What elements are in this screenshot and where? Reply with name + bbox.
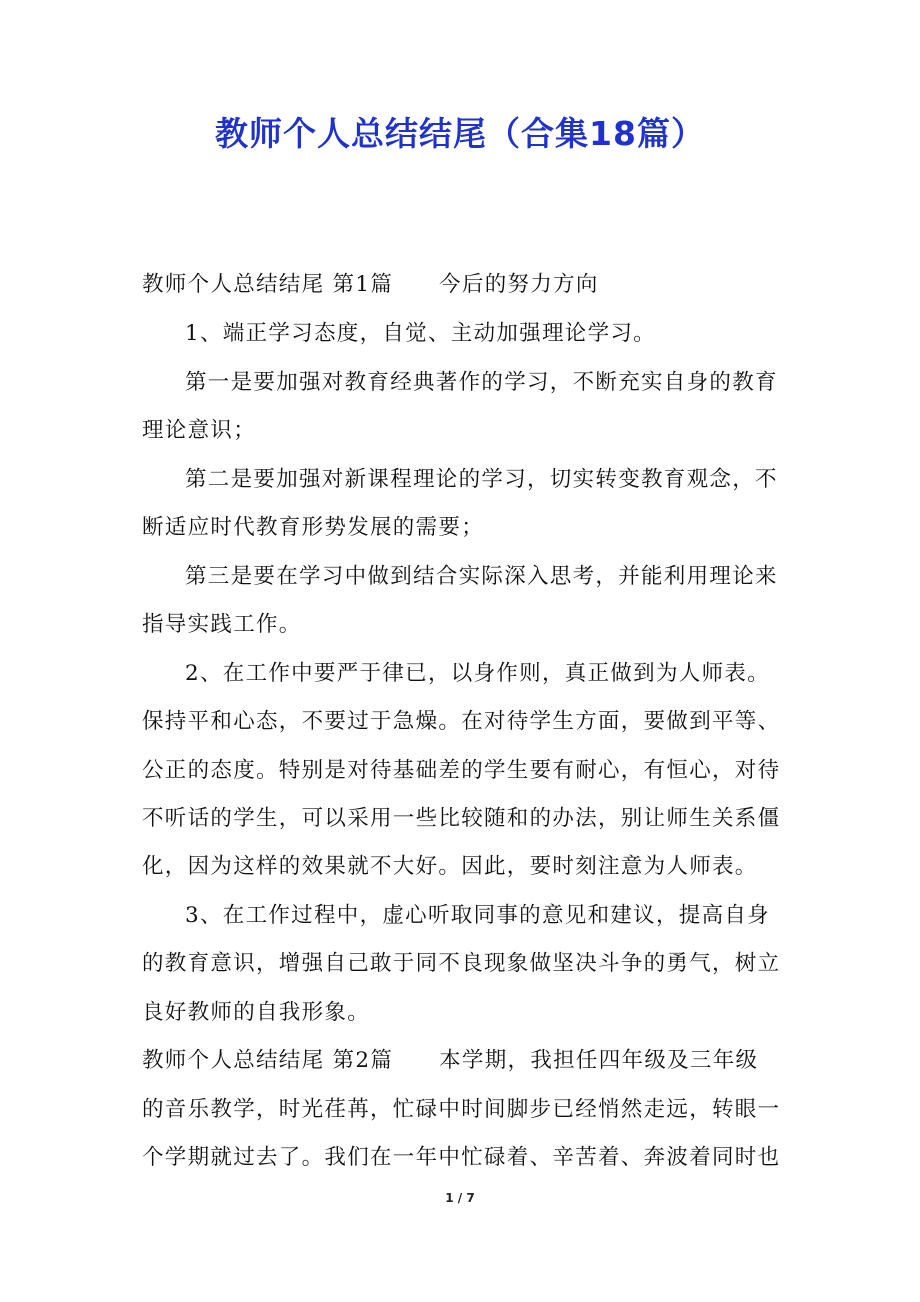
paragraph-line: 第三是要在学习中做到结合实际深入思考，并能利用理论来 [185, 564, 778, 589]
section-heading-label: 教师个人总结结尾 第1篇 [142, 272, 394, 297]
paragraph-line: 的教育意识，增强自己敢于同不良现象做坚决斗争的勇气，树立 [142, 951, 781, 976]
paragraph-line: 不听话的学生，可以采用一些比较随和的办法，别让师生关系僵 [142, 806, 781, 831]
paragraph-line: 断适应时代教育形势发展的需要； [142, 515, 485, 540]
paragraph-line: 的音乐教学，时光荏苒，忙碌中时间脚步已经悄然走远，转眼一 [142, 1097, 781, 1122]
paragraph-line: 良好教师的自我形象。 [142, 1000, 371, 1025]
page-number: 1 / 7 [445, 1191, 475, 1205]
paragraph-line: 2、在工作中要严于律已，以身作则，真正做到为人师表。 [185, 661, 770, 686]
section-first-line: 本学期，我担任四年级及三年级 [439, 1048, 759, 1073]
paragraph-line: 保持平和心态，不要过于急燥。在对待学生方面，要做到平等、 [142, 709, 781, 734]
section-heading-label: 教师个人总结结尾 第2篇 [142, 1048, 394, 1073]
paragraph-line: 个学期就过去了。我们在一年中忙碌着、辛苦着、奔波着同时也 [142, 1145, 781, 1170]
paragraph-line: 1、端正学习态度，自觉、主动加强理论学习。 [185, 321, 656, 346]
paragraph-line: 公正的态度。特别是对待基础差的学生要有耐心，有恒心，对待 [142, 758, 781, 783]
paragraph-line: 理论意识； [142, 418, 257, 443]
paragraph-line: 3、在工作过程中，虚心听取同事的意见和建议，提高自身 [185, 903, 770, 928]
paragraph-line: 化，因为这样的效果就不大好。因此，要时刻注意为人师表。 [142, 854, 758, 879]
paragraph-line: 第一是要加强对教育经典著作的学习，不断充实自身的教育 [185, 370, 778, 395]
section-heading-2 [142, 1043, 758, 1074]
section-first-line: 今后的努力方向 [439, 272, 599, 297]
paragraph-line: 第二是要加强对新课程理论的学习，切实转变教育观念，不 [185, 467, 778, 492]
paragraph-line: 指导实践工作。 [142, 612, 302, 637]
document-title: 教师个人总结结尾（合集18篇） [215, 114, 705, 153]
section-heading-1 [142, 267, 599, 298]
